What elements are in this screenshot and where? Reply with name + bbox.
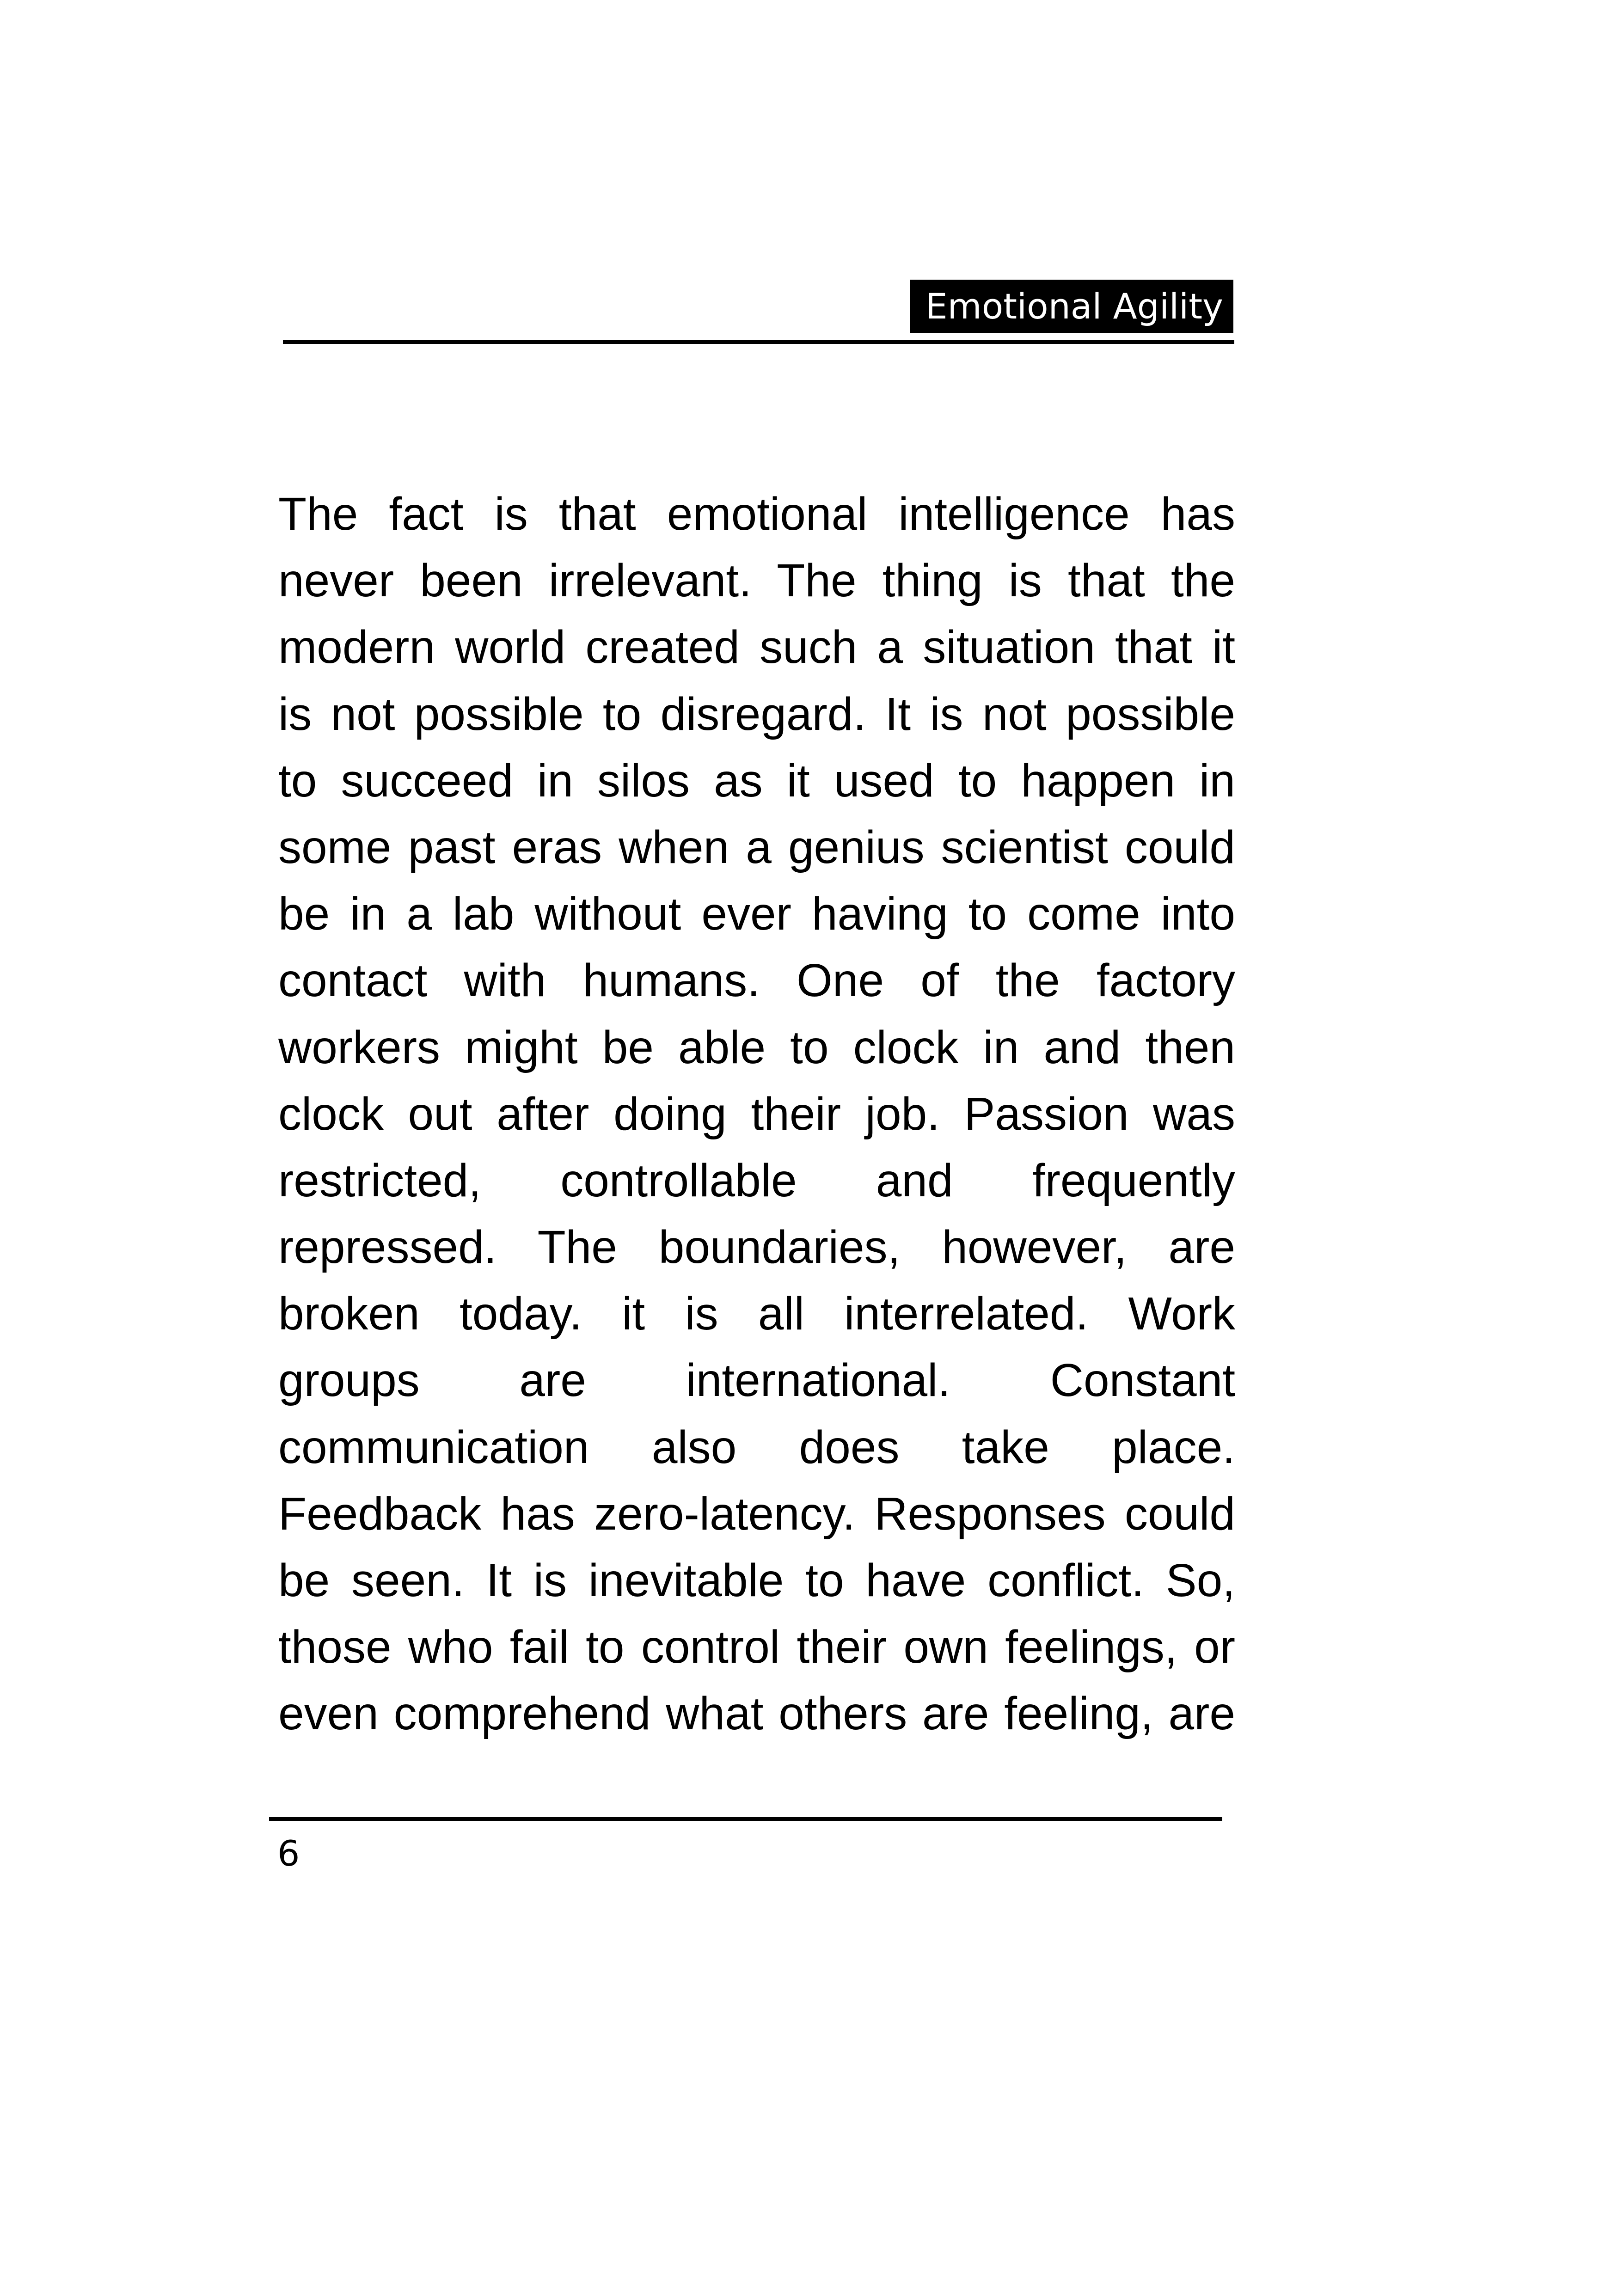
text-line: groups are international. Constant [278,1354,1235,1407]
text-line: communication also does take place. [278,1421,1235,1473]
running-header: Emotional Agility [910,280,1233,333]
text-line: even comprehend what others are feeling, are [278,1688,1235,1740]
text-line: be seen. It is inevitable to have conflict. So, [278,1555,1235,1606]
text-line: clock out after doing their job. Passion was [278,1088,1235,1140]
page-number: 6 [277,1833,300,1874]
text-line: The fact is that emotional intelligence has [278,488,1235,540]
text-line: workers might be able to clock in and then [278,1021,1235,1073]
text-line: modern world created such a situation that it [278,621,1235,673]
text-line: contact with humans. One of the factory [278,955,1235,1007]
body-paragraph [278,481,1235,1747]
text-line: be in a lab without ever having to come into [278,888,1235,940]
header-rule [283,340,1234,344]
text-line: some past eras when a genius scientist could [278,821,1235,873]
text-line: is not possible to disregard. It is not possible [278,688,1235,740]
text-line: to succeed in silos as it used to happen in [278,754,1235,807]
text-line: broken today. it is all interrelated. Work [278,1288,1235,1340]
text-line: those who fail to control their own feelings, or [278,1621,1235,1673]
text-line: restricted, controllable and frequently [278,1154,1235,1206]
text-line: never been irrelevant. The thing is that the [278,555,1235,607]
text-line: Feedback has zero-latency. Responses could [278,1488,1235,1540]
footer-rule [269,1817,1222,1821]
text-line: repressed. The boundaries, however, are [278,1221,1235,1274]
